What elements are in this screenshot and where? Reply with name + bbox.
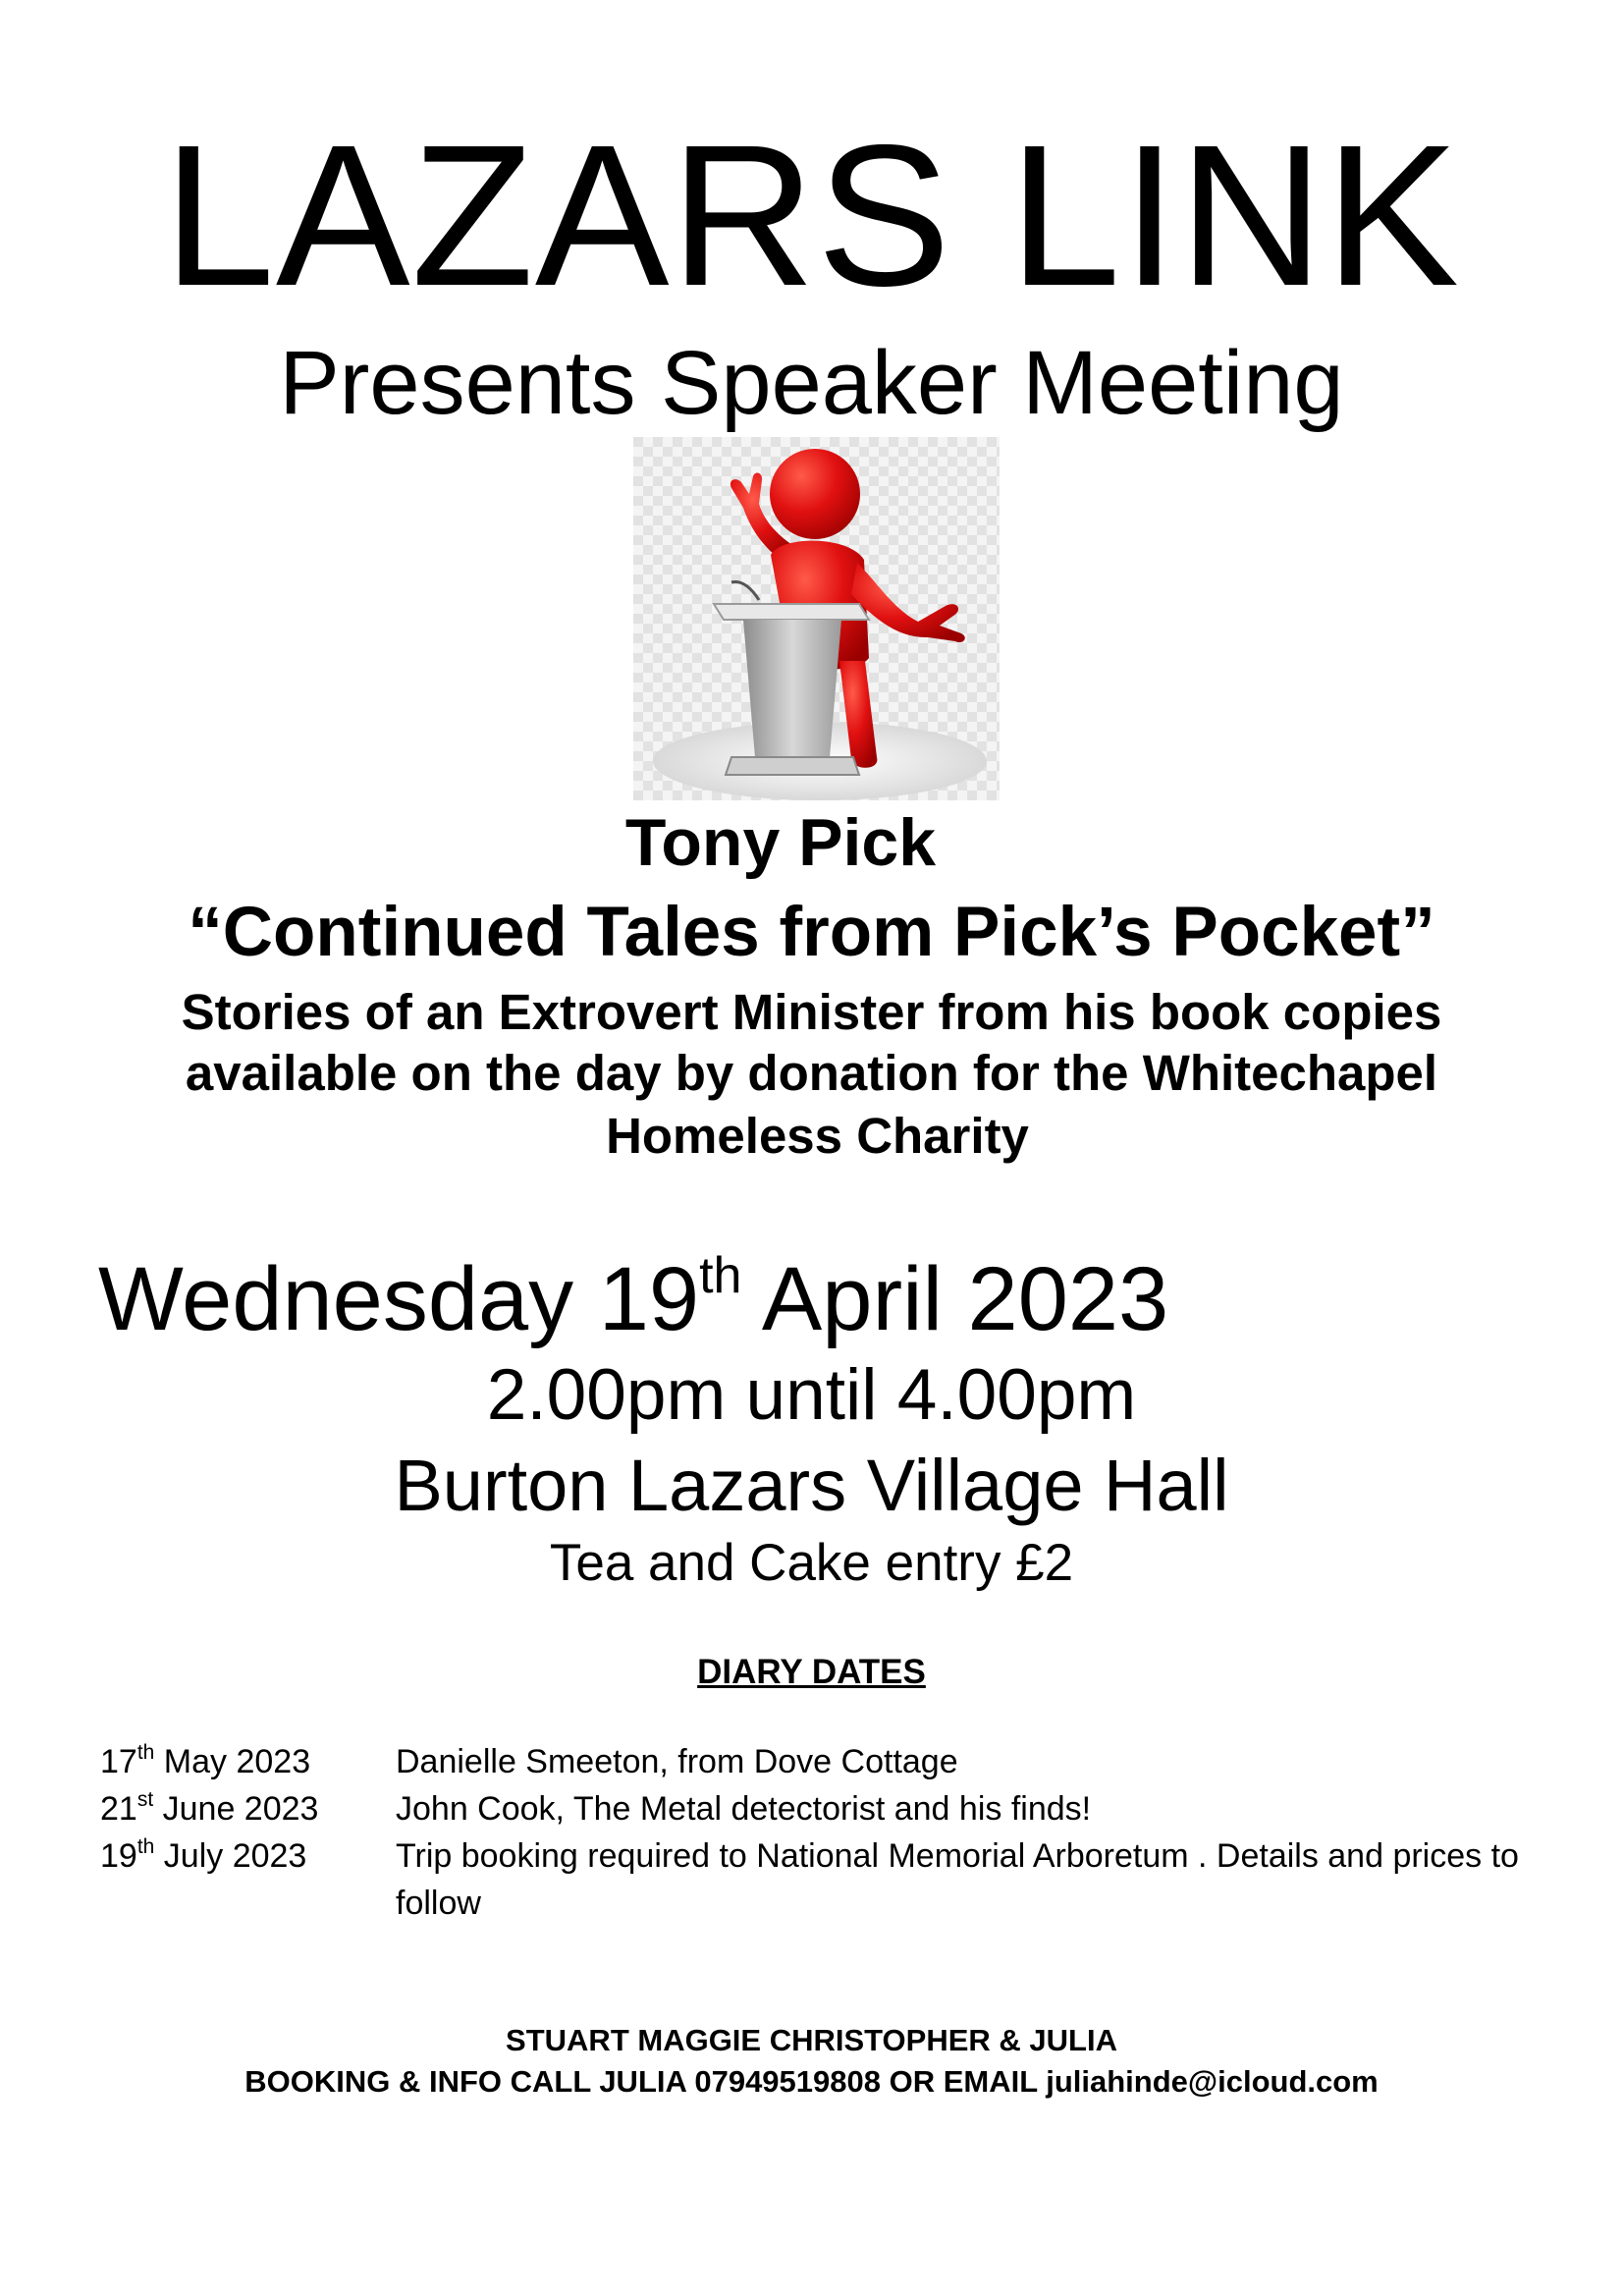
diary-day: 21 <box>100 1790 137 1828</box>
talk-description-line: Homeless Charity <box>606 1108 1029 1164</box>
event-venue: Burton Lazars Village Hall <box>394 1445 1229 1526</box>
diary-description: Danielle Smeeton, from Dove Cottage <box>396 1743 958 1780</box>
organisers: STUART MAGGIE CHRISTOPHER & JULIA <box>506 2023 1117 2057</box>
poster-subtitle: Presents Speaker Meeting <box>279 333 1344 433</box>
diary-day: 19 <box>100 1837 137 1875</box>
event-entry: Tea and Cake entry £2 <box>549 1534 1074 1592</box>
diary-description: John Cook, The Metal detectorist and his finds! <box>396 1790 1092 1828</box>
event-date <box>98 1245 1168 1353</box>
event-month-year: April 2023 <box>761 1249 1169 1349</box>
diary-month-year: June 2023 <box>162 1790 319 1828</box>
talk-description-line: Stories of an Extrovert Minister from his book copies <box>181 984 1442 1040</box>
diary-description: Trip booking required to National Memorial Arboretum . Details and prices to follow <box>396 1837 1519 1922</box>
event-time: 2.00pm until 4.00pm <box>486 1355 1137 1435</box>
diary-day-suffix: th <box>136 1741 155 1764</box>
diary-heading: DIARY DATES <box>697 1653 926 1691</box>
speaker-at-podium-icon <box>633 437 1000 800</box>
talk-title: “Continued Tales from Pick’s Pocket” <box>188 894 1435 971</box>
diary-date <box>100 1785 318 1832</box>
diary-day: 17 <box>100 1743 137 1780</box>
poster-title: LAZARS LINK <box>162 103 1461 328</box>
diary-day-suffix: st <box>136 1788 154 1811</box>
diary-day-suffix: th <box>136 1835 155 1858</box>
diary-month-year: July 2023 <box>163 1837 307 1875</box>
diary-date <box>100 1832 306 1880</box>
speaker-name: Tony Pick <box>624 805 937 880</box>
talk-description-line: available on the day by donation for the Whitechapel <box>185 1045 1438 1101</box>
booking-contact: BOOKING & INFO CALL JULIA 07949519808 OR EMAIL juliahinde@icloud.com <box>244 2064 1379 2099</box>
event-weekday-day: Wednesday 19 <box>98 1249 700 1349</box>
diary-month-year: May 2023 <box>163 1743 311 1780</box>
event-day-suffix: th <box>699 1247 742 1304</box>
diary-date <box>100 1738 310 1785</box>
